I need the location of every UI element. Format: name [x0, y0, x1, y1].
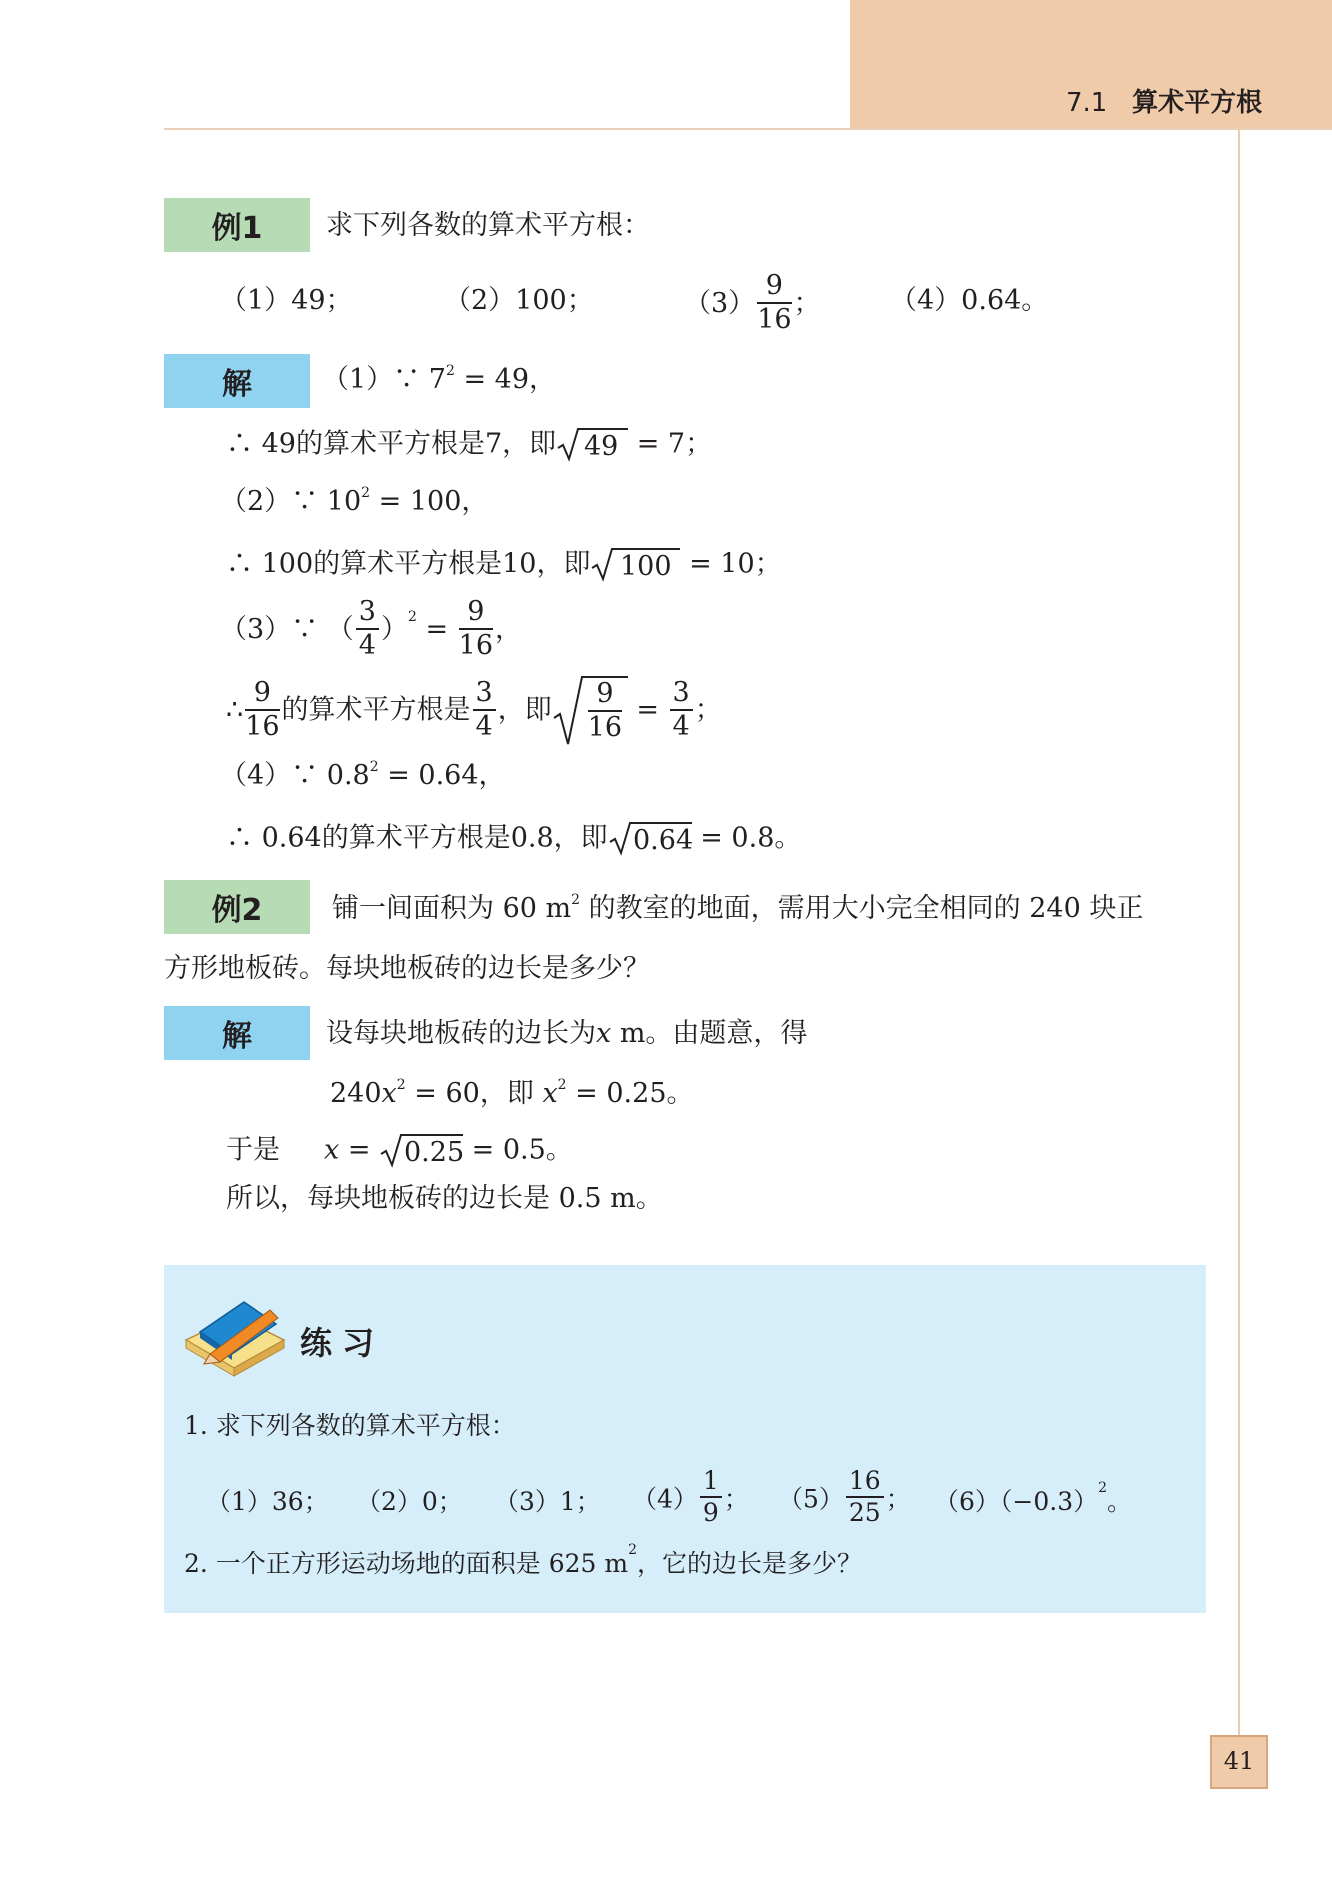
- example1-item1: （1）49；: [220, 285, 353, 316]
- sol1-line7: （4）∵ $0.8^2 = 0.64$，: [220, 759, 506, 791]
- exercise-q1-item1: （1）36；: [206, 1487, 329, 1516]
- sol2-line4: 所以，每块地板砖的边长是 0.5 m。: [226, 1183, 663, 1214]
- example1-prompt: 求下列各数的算术平方根：: [326, 210, 650, 241]
- sol1-line2: ∴ 49的算术平方根是7，即 49 = 7；: [226, 428, 713, 462]
- exercise-q1-item3: （3）1；: [494, 1487, 601, 1516]
- example1-label: 例1: [164, 198, 310, 252]
- sol2-line2: $240x^2 = 60$，即 $x^2 = 0.25$。: [330, 1077, 694, 1109]
- svg-text:0.64: 0.64: [632, 825, 692, 856]
- exercise-q2: 2. 一个正方形运动场地的面积是 625 $m^2$，它的边长是多少？: [184, 1542, 863, 1578]
- example1-item4: （4）0.64。: [890, 285, 1049, 316]
- sol1-line1: （1）∵ $7^2 = 49$，: [322, 363, 557, 395]
- example1-item3: （3） $\frac{9}{16}$ ；: [684, 270, 821, 336]
- exercise-title: 练习: [300, 1324, 385, 1362]
- solution1-label: 解: [164, 354, 310, 408]
- exercise-q1: 1. 求下列各数的算术平方根：: [184, 1411, 516, 1440]
- exercise-q1-item4: （4） $\frac{1}{9}$ ；: [632, 1466, 749, 1528]
- header-rule: [164, 128, 1332, 130]
- margin-rule: [1238, 128, 1240, 1788]
- solution2-label: 解: [164, 1006, 310, 1060]
- sol1-line8: ∴ 0.64的算术平方根是0.8，即 0.64 = 0.8。: [226, 822, 802, 856]
- svg-text:0.25: 0.25: [404, 1137, 464, 1168]
- exercise-q1-item2: （2）0；: [356, 1487, 463, 1516]
- svg-text:100: 100: [620, 551, 673, 582]
- sol1-line5: （3）∵ （ $\frac{3}{4}$ ）$^2$ = $\frac{9}{16}$ ，: [220, 596, 523, 662]
- book-pencil-icon: [180, 1296, 290, 1384]
- sol1-line4: ∴ 100的算术平方根是10，即 100 = 10；: [226, 548, 782, 582]
- sol1-line3: （2）∵ $10^2 = 100$，: [220, 485, 489, 517]
- svg-text:49: 49: [584, 431, 619, 462]
- section-heading: 7.1 算术平方根: [1066, 88, 1263, 118]
- example2-line2: 方形地板砖。每块地板砖的边长是多少？: [164, 953, 650, 984]
- example1-item2: （2）100；: [444, 285, 594, 316]
- exercise-q1-item6: $(6)(-0.3)^2$。: [934, 1480, 1133, 1516]
- exercise-q1-item5: （5） $\frac{16}{25}$ ；: [778, 1466, 911, 1528]
- example2-line1: 铺一间面积为 60 $m^2$ 的教室的地面，需用大小完全相同的 240 块正: [332, 892, 1144, 924]
- sol1-line6: ∴ $\frac{9}{16}$ 的算术平方根是 $\frac{3}{4}$ ，即 $\frac{9}{16}$ = $\frac{3}{4}$ ；: [226, 676, 722, 744]
- example2-label: 例2: [164, 880, 310, 934]
- sol2-line1: 设每块地板砖的边长为x m。由题意，得: [326, 1018, 808, 1049]
- sol2-line3: 于是 x = 0.25 = 0.5。: [226, 1134, 573, 1168]
- page-number: 41: [1223, 1747, 1255, 1775]
